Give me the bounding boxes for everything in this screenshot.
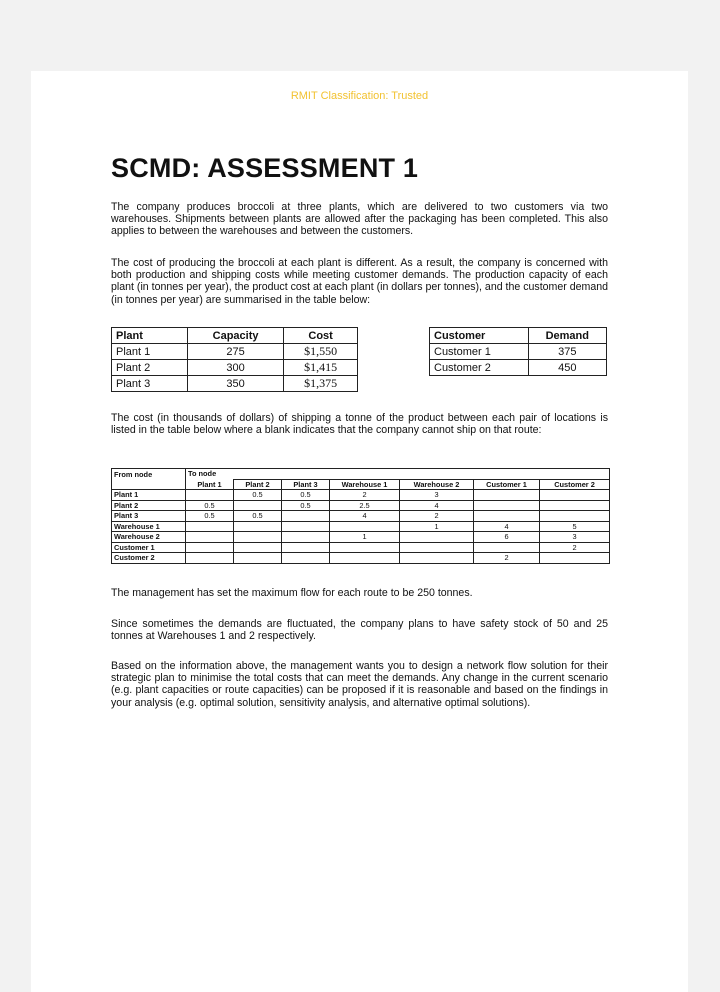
table-cell [540,500,610,511]
table-cell [282,553,330,564]
table-cell: 5 [540,521,610,532]
table-cell [234,500,282,511]
table-cell: Customer 2 [430,360,529,376]
to-node-label: To node [186,469,610,480]
table-cell: 3 [540,532,610,543]
table-cell: 300 [187,360,283,376]
table-cell [330,542,400,553]
table-cell [400,553,474,564]
table-cell [330,521,400,532]
table-cell: 0.5 [282,500,330,511]
table-cell [186,542,234,553]
table-cell: 275 [187,344,283,360]
table-cell [474,542,540,553]
table-cell: 2.5 [330,500,400,511]
table-cell [400,532,474,543]
plant-table [111,327,358,392]
table-cell [474,490,540,501]
table-cell: Plant 1 [112,344,188,360]
page-title: SCMD: ASSESSMENT 1 [111,153,419,183]
table-cell: Plant 3 [112,376,188,392]
table-cell: $1,375 [284,376,358,392]
row-label: Plant 3 [112,511,186,522]
row-label: Plant 2 [112,500,186,511]
table-cell [282,511,330,522]
column-header: Customer 1 [474,479,540,490]
shipping-cost-table [111,468,610,564]
row-label: Warehouse 1 [112,521,186,532]
table-cell [234,553,282,564]
paragraph-max-flow: The management has set the maximum flow for each route to be 250 tonnes. [111,587,473,599]
table-cell: 4 [400,500,474,511]
paragraph-intro: The company produces broccoli at three plants, which are delivered to two customers via two warehouses. Shipments between plants are allowed after the packaging has been completed. This also applies to between the warehouses and between the customers. [111,201,608,238]
table-cell: 0.5 [234,490,282,501]
table-row [430,344,607,360]
document-page [31,71,688,992]
table-cell [282,542,330,553]
table-row [112,360,358,376]
column-header: Customer 2 [540,479,610,490]
table-cell: 2 [540,542,610,553]
header-cell: Capacity [187,328,283,344]
table-cell [400,542,474,553]
column-header: Plant 1 [186,479,234,490]
plant-table-header [112,328,358,344]
table-cell: $1,550 [284,344,358,360]
table-row [112,511,610,522]
header-cell: Cost [284,328,358,344]
table-cell: 2 [400,511,474,522]
row-label: Customer 1 [112,542,186,553]
paragraph-safety-stock: Since sometimes the demands are fluctuated, the company plans to have safety stock of 50 and 25 tonnes at Warehouses 1 and 2 respectively. [111,618,608,643]
table-cell [186,490,234,501]
table-cell [282,521,330,532]
table-cell: 350 [187,376,283,392]
table-cell: 0.5 [234,511,282,522]
table-cell [540,553,610,564]
table-row [112,553,610,564]
row-label: Plant 1 [112,490,186,501]
header-cell: Plant [112,328,188,344]
header-cell [112,479,186,490]
table-cell: 6 [474,532,540,543]
table-cell: 4 [330,511,400,522]
table-cell [234,542,282,553]
column-header: Plant 2 [234,479,282,490]
table-row [112,532,610,543]
customer-table-header [430,328,607,344]
row-label: Customer 2 [112,553,186,564]
table-cell: 1 [400,521,474,532]
table-cell [186,521,234,532]
table-cell [234,532,282,543]
table-cell [540,490,610,501]
table-cell [234,521,282,532]
table-cell: $1,415 [284,360,358,376]
from-node-label: From node [112,469,186,480]
table-row [112,500,610,511]
table-cell [474,511,540,522]
header-cell: Demand [528,328,606,344]
header-cell: Customer [430,328,529,344]
table-row [112,344,358,360]
row-label: Warehouse 2 [112,532,186,543]
paragraph-task: Based on the information above, the management wants you to design a network flow solution for their strategic plan to minimise the total costs that can meet the demands. Any change in the current scenario (e.g. plant capacities or route capacities) can be proposed if it is reasonable and based on the findings in your analysis (e.g. optimal solution, sensitivity analysis, and alternative optimal solutions). [111,660,608,709]
table-cell: 0.5 [282,490,330,501]
table-cell: 450 [528,360,606,376]
table-cell: 4 [474,521,540,532]
table-cell [282,532,330,543]
table-row [430,360,607,376]
table-cell: Customer 1 [430,344,529,360]
table-cell: 0.5 [186,500,234,511]
shipping-header-row-1 [112,469,610,480]
table-cell: 0.5 [186,511,234,522]
table-cell [330,553,400,564]
column-header: Warehouse 1 [330,479,400,490]
table-row [112,542,610,553]
table-cell: 3 [400,490,474,501]
shipping-header-row-2 [112,479,610,490]
table-cell [474,500,540,511]
table-cell: Plant 2 [112,360,188,376]
customer-table [429,327,607,376]
column-header: Warehouse 2 [400,479,474,490]
paragraph-shipping: The cost (in thousands of dollars) of shipping a tonne of the product between each pair of locations is listed in the table below where a blank indicates that the company cannot ship on that route: [111,412,608,437]
column-header: Plant 3 [282,479,330,490]
paragraph-costs: The cost of producing the broccoli at each plant is different. As a result, the company is concerned with both production and shipping costs while meeting customer demands. The production capacity of each plant (in tonnes per year), the product cost at each plant (in dollars per tonnes), and the customer demand (in tonnes per year) are summarised in the table below: [111,257,609,306]
table-cell [186,553,234,564]
table-row [112,490,610,501]
table-row [112,376,358,392]
table-row [112,521,610,532]
table-cell: 2 [474,553,540,564]
table-cell: 1 [330,532,400,543]
table-cell [186,532,234,543]
table-cell: 2 [330,490,400,501]
table-cell: 375 [528,344,606,360]
classification-label: RMIT Classification: Trusted [290,90,429,102]
table-cell [540,511,610,522]
